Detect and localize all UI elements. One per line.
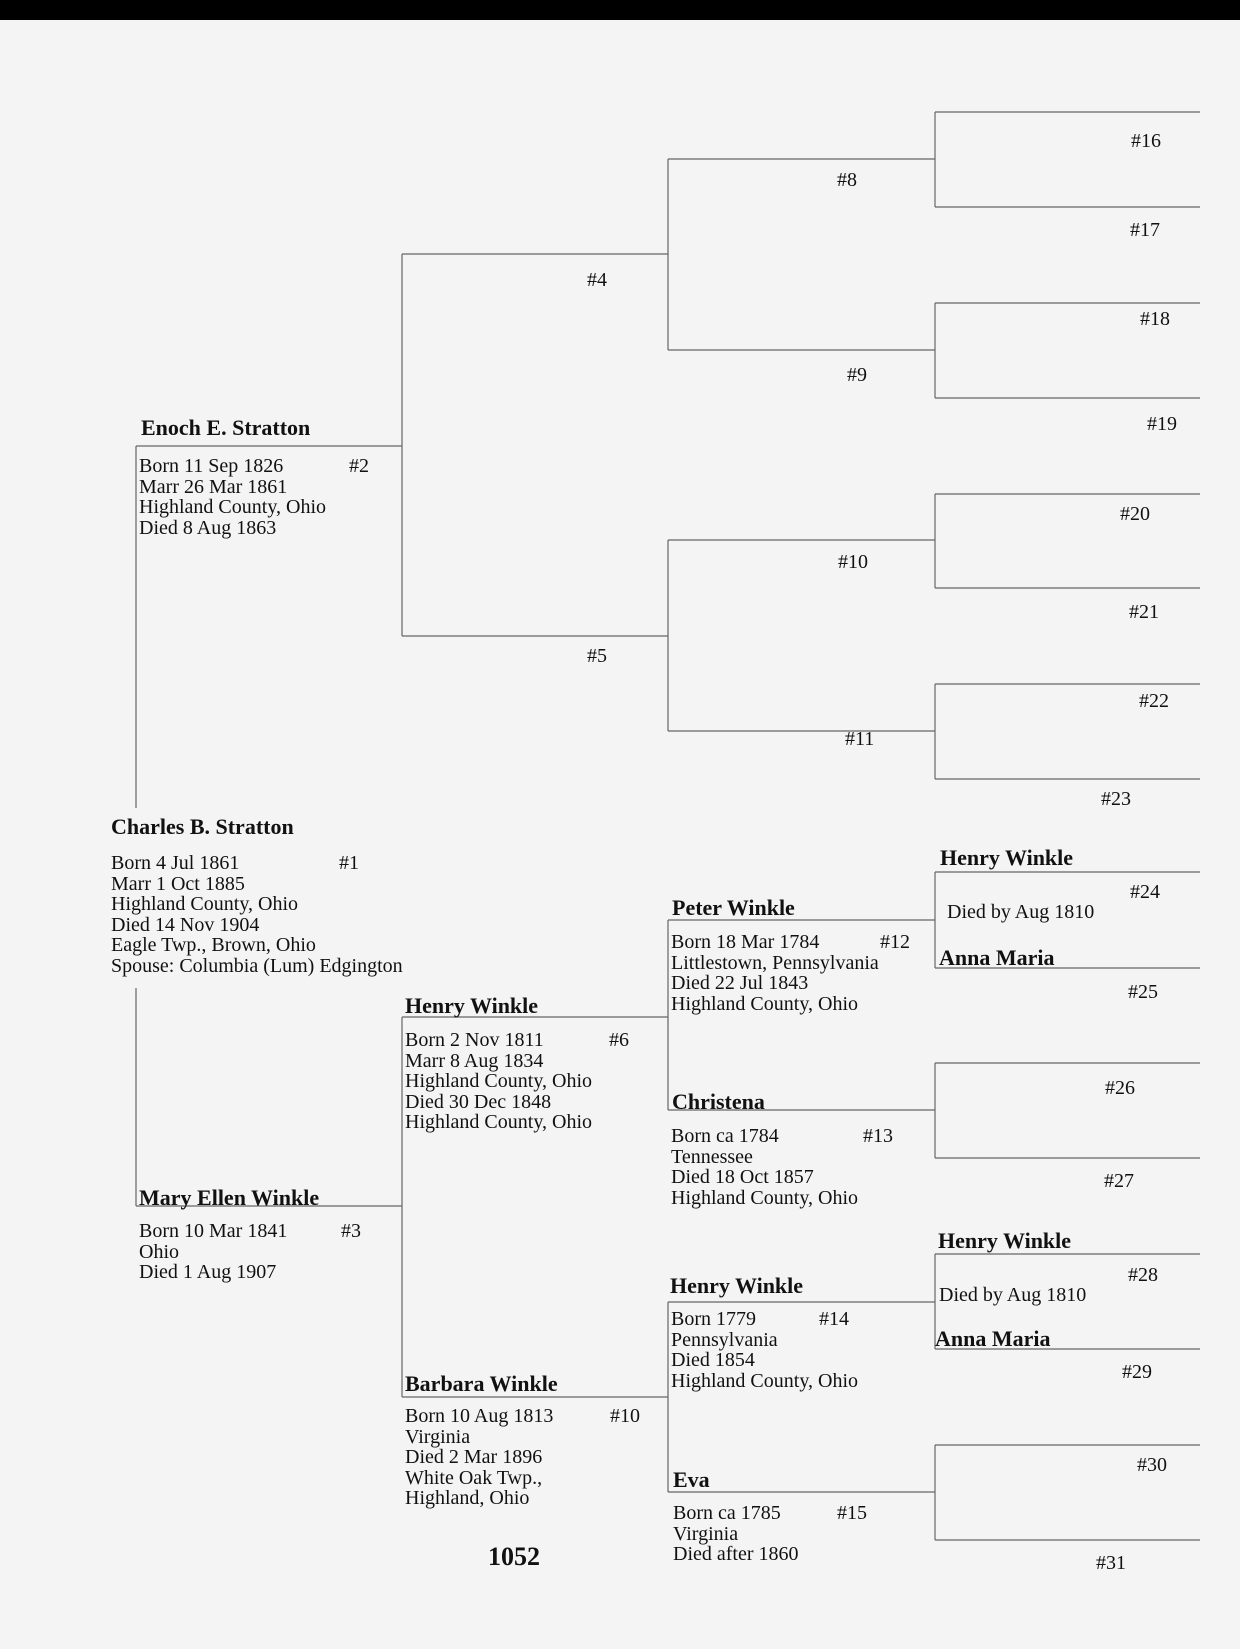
person-24-detail: Died by Aug 1810 [947, 901, 1095, 923]
person-7-details [405, 1406, 553, 1509]
detail-line: Born ca 1784 [671, 1125, 779, 1147]
slot-5-number: #5 [587, 645, 607, 667]
person-14-details [671, 1309, 858, 1391]
slot-8-number: #8 [837, 169, 857, 191]
person-25-name: Anna Maria [939, 945, 1055, 970]
person-15-number: #15 [837, 1502, 867, 1524]
slot-17-number: #17 [1130, 219, 1160, 241]
slot-9-number: #9 [847, 364, 867, 386]
detail-line: Virginia [673, 1522, 739, 1545]
detail-line: Died 14 Nov 1904 [111, 913, 260, 936]
page-number: 1052 [488, 1542, 540, 1571]
detail-line: Died 18 Oct 1857 [671, 1166, 814, 1188]
person-7-name: Barbara Winkle [405, 1371, 558, 1396]
detail-line: Highland County, Ohio [139, 496, 327, 518]
person-28-number: #28 [1128, 1264, 1158, 1286]
person-28-name: Henry Winkle [938, 1228, 1072, 1253]
person-2-name: Enoch E. Stratton [141, 415, 311, 440]
detail-line: Born 10 Mar 1841 [139, 1220, 288, 1242]
person-6-name: Henry Winkle [405, 993, 539, 1018]
slot-31-number: #31 [1096, 1552, 1126, 1574]
detail-line: Died 30 Dec 1848 [405, 1090, 552, 1113]
detail-line: White Oak Twp., [405, 1466, 543, 1489]
detail-line: Died 2 Mar 1896 [405, 1446, 543, 1468]
detail-line: Tennessee [671, 1145, 753, 1168]
slot-27-number: #27 [1104, 1170, 1134, 1192]
person-12-name: Peter Winkle [672, 895, 795, 920]
person-1-details [111, 853, 403, 976]
person-29-number: #29 [1122, 1361, 1152, 1383]
person-24-name: Henry Winkle [940, 845, 1074, 870]
slot-22-number: #22 [1139, 690, 1169, 712]
slot-19-number: #19 [1147, 413, 1177, 435]
detail-line: Marr 1 Oct 1885 [111, 872, 245, 895]
detail-line: Marr 8 Aug 1834 [405, 1049, 544, 1072]
slot-10-number: #10 [838, 551, 868, 573]
person-3-number: #3 [341, 1220, 361, 1242]
person-28-detail: Died by Aug 1810 [939, 1284, 1087, 1306]
person-2-number: #2 [349, 455, 369, 477]
person-3-name: Mary Ellen Winkle [139, 1185, 320, 1210]
detail-line: Spouse: Columbia (Lum) Edgington [111, 954, 403, 977]
detail-line: Born 18 Mar 1784 [671, 931, 820, 953]
person-13-number: #13 [863, 1125, 893, 1147]
detail-line: Died 8 Aug 1863 [139, 516, 277, 539]
detail-line: Highland County, Ohio [405, 1070, 593, 1092]
slot-20-number: #20 [1120, 503, 1150, 525]
detail-line: Highland, Ohio [405, 1487, 530, 1509]
person-7-number: #10 [610, 1405, 640, 1427]
person-14-name: Henry Winkle [670, 1273, 804, 1298]
person-15-details [673, 1503, 799, 1565]
detail-line: Eagle Twp., Brown, Ohio [111, 934, 316, 956]
person-1-name: Charles B. Stratton [111, 814, 294, 839]
person-1-number: #1 [339, 852, 359, 874]
detail-line: Highland County, Ohio [111, 893, 299, 915]
detail-line: Ohio [139, 1240, 179, 1263]
person-12-details [671, 932, 879, 1014]
slot-4-number: #4 [587, 269, 607, 291]
detail-line: Littlestown, Pennsylvania [671, 951, 879, 974]
detail-line: Born 10 Aug 1813 [405, 1405, 554, 1427]
detail-line: Born 2 Nov 1811 [405, 1029, 544, 1051]
person-2-details [139, 456, 326, 538]
detail-line: Died 1854 [671, 1349, 755, 1371]
detail-line: Marr 26 Mar 1861 [139, 475, 288, 498]
detail-line: Highland County, Ohio [405, 1111, 593, 1133]
person-6-number: #6 [609, 1029, 629, 1051]
detail-line: Born ca 1785 [673, 1502, 781, 1524]
detail-line: Born 1779 [671, 1308, 756, 1330]
detail-line: Pennsylvania [671, 1328, 778, 1351]
person-6-details [405, 1030, 592, 1133]
person-13-name: Christena [672, 1089, 765, 1114]
detail-line: Born 11 Sep 1826 [139, 455, 284, 477]
slot-16-number: #16 [1131, 130, 1161, 152]
person-24-number: #24 [1130, 881, 1160, 903]
person-29-name: Anna Maria [935, 1326, 1051, 1351]
slot-23-number: #23 [1101, 788, 1131, 810]
slot-18-number: #18 [1140, 308, 1170, 330]
person-12-number: #12 [880, 931, 910, 953]
person-15-name: Eva [673, 1467, 710, 1492]
slot-11-number: #11 [845, 728, 875, 750]
person-25-number: #25 [1128, 981, 1158, 1003]
slot-30-number: #30 [1137, 1454, 1167, 1476]
detail-line: Highland County, Ohio [671, 1186, 859, 1209]
person-14-number: #14 [819, 1308, 849, 1330]
detail-line: Died after 1860 [673, 1543, 799, 1565]
slot-26-number: #26 [1105, 1077, 1135, 1099]
detail-line: Born 4 Jul 1861 [111, 852, 240, 874]
detail-line: Died 1 Aug 1907 [139, 1261, 277, 1283]
person-3-details [139, 1221, 287, 1283]
detail-line: Highland County, Ohio [671, 1369, 859, 1392]
slot-21-number: #21 [1129, 601, 1159, 623]
detail-line: Died 22 Jul 1843 [671, 972, 809, 994]
person-13-details [671, 1126, 858, 1208]
detail-line: Virginia [405, 1425, 471, 1448]
detail-line: Highland County, Ohio [671, 992, 859, 1015]
